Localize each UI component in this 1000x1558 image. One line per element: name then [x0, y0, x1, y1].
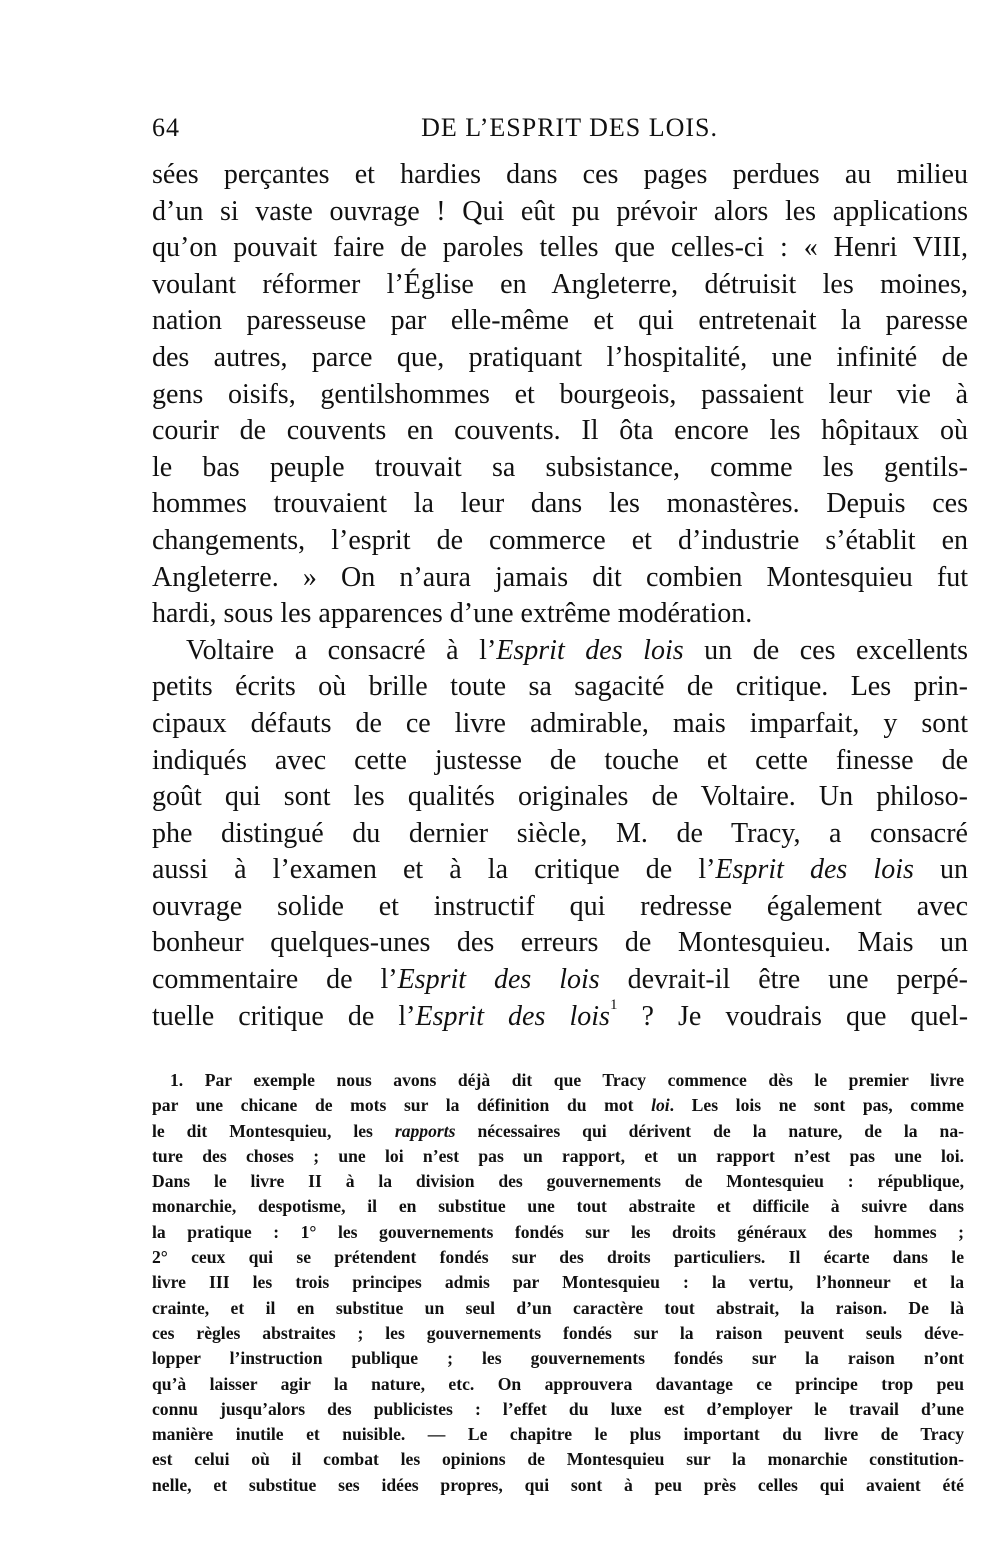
footnote-line: ces règles abstraites ; les gouvernements fondés sur la raison peuvent seuls déve-: [152, 1322, 964, 1343]
text-line: nation paresseuse par elle-même et qui entretenait la paresse: [152, 305, 968, 337]
text-line: le bas peuple trouvait sa subsistance, comme les gentils-: [152, 451, 968, 483]
text-line: Voltaire a consacré à l’Esprit des lois un de ces excellents: [186, 634, 968, 666]
main-text: [152, 157, 968, 1035]
text-line: aussi à l’examen et à la critique de l’Esprit des lois un: [152, 854, 968, 886]
footnote-line: 1. Par exemple nous avons déjà dit que Tracy commence dès le premier livre: [170, 1070, 964, 1090]
text-line: changements, l’esprit de commerce et d’industrie s’établit en: [152, 524, 968, 556]
footnote-line: la pratique : 1° les gouvernements fondés sur les droits généraux des hommes ;: [152, 1221, 964, 1242]
footnote-line: par une chicane de mots sur la définition du mot loi. Les lois ne sont pas, comme: [152, 1095, 964, 1116]
text-line: voulant réformer l’Église en Angleterre, détruisit les moines,: [152, 268, 968, 300]
footnote-1: [152, 1068, 964, 1498]
book-title: Esprit des lois: [397, 964, 600, 996]
footnote-line: Dans le livre II à la division des gouvernements de Montesquieu : république,: [152, 1171, 964, 1192]
text-line: petits écrits où brille toute sa sagacité de critique. Les prin-: [152, 671, 968, 703]
footnote-line: nelle, et substitue ses idées propres, qui sont à peu près celles qui avaient été: [152, 1474, 964, 1495]
book-title: Esprit des lois: [415, 1000, 610, 1032]
text-line: gens oisifs, gentilshommes et bourgeois, passaient leur vie à: [152, 378, 968, 410]
text-line: commentaire de l’Esprit des lois devrait-il être une perpé-: [152, 964, 968, 996]
book-title: Esprit des lois: [496, 634, 684, 666]
text-line: sées perçantes et hardies dans ces pages perdues au milieu: [152, 159, 968, 190]
text-line: indiqués avec cette justesse de touche et cette finesse de: [152, 744, 968, 776]
footnote-line: monarchie, despotisme, il en substitue une tout abstraite et difficile à suivre dans: [152, 1196, 964, 1217]
footnote-line: manière inutile et nuisible. — Le chapitre le plus important du livre de Tracy: [152, 1424, 964, 1445]
footnote-line: le dit Montesquieu, les rapports nécessaires qui dérivent de la nature, de la na-: [152, 1120, 964, 1141]
running-title: DE L’ESPRIT DES LOIS.: [421, 113, 718, 142]
text-line: d’un si vaste ouvrage ! Qui eût pu prévoir alors les applications: [152, 195, 968, 227]
footnote-line: livre III les trois principes admis par Montesquieu : la vertu, l’honneur et la: [152, 1272, 964, 1293]
text-line: Angleterre. » On n’aura jamais dit combien Montesquieu fut: [152, 561, 968, 593]
book-title: Esprit des lois: [715, 854, 914, 886]
text-line: qu’on pouvait faire de paroles telles que celles-ci : « Henri VIII,: [152, 232, 968, 264]
footnote-line: qu’à laisser agir la nature, etc. On approuvera davantage ce principe trop peu: [152, 1373, 964, 1394]
paragraph-1: [152, 157, 968, 633]
page-number: 64: [152, 113, 180, 142]
footnote-line: lopper l’instruction publique ; les gouvernements fondés sur la raison n’ont: [152, 1348, 964, 1369]
text-line: bonheur quelques-unes des erreurs de Montesquieu. Mais un: [152, 927, 968, 959]
text-line: goût qui sont les qualités originales de Voltaire. Un philoso-: [152, 781, 968, 813]
text-line: ouvrage solide et instructif qui redresse également avec: [152, 890, 968, 922]
text-line: courir de couvents en couvents. Il ôta encore les hôpitaux où: [152, 415, 968, 447]
footnote-line: est celui où il combat les opinions de Montesquieu sur la monarchie constitution-: [152, 1449, 964, 1470]
footnote-line: 2° ceux qui se prétendent fondés sur des droits particuliers. Il écarte dans le: [152, 1247, 964, 1268]
footnote-ref[interactable]: 1: [609, 998, 618, 1013]
footnote-line: ture des choses ; une loi n’est pas un rapport, et un rapport n’est pas une loi.: [152, 1145, 964, 1166]
footnote-line: connu jusqu’alors des publicistes : l’effet du luxe est d’employer le travail d’une: [152, 1398, 964, 1419]
text-line: cipaux défauts de ce livre admirable, mais imparfait, y sont: [152, 707, 968, 739]
running-header: [152, 113, 718, 143]
footnote-line: crainte, et il en substitue un seul d’un caractère tout abstrait, la raison. De là: [152, 1297, 964, 1318]
paragraph-2: [152, 633, 968, 1036]
text-line: hardi, sous les apparences d’une extrême modération.: [152, 598, 753, 630]
text-line: hommes trouvaient la leur dans les monastères. Depuis ces: [152, 488, 968, 520]
text-line: des autres, parce que, pratiquant l’hospitalité, une infinité de: [152, 341, 968, 373]
text-line: phe distingué du dernier siècle, M. de Tracy, a consacré: [152, 817, 968, 849]
text-line: tuelle critique de l’Esprit des lois$^1$ ? Je voudrais que quel-: [152, 998, 968, 1032]
